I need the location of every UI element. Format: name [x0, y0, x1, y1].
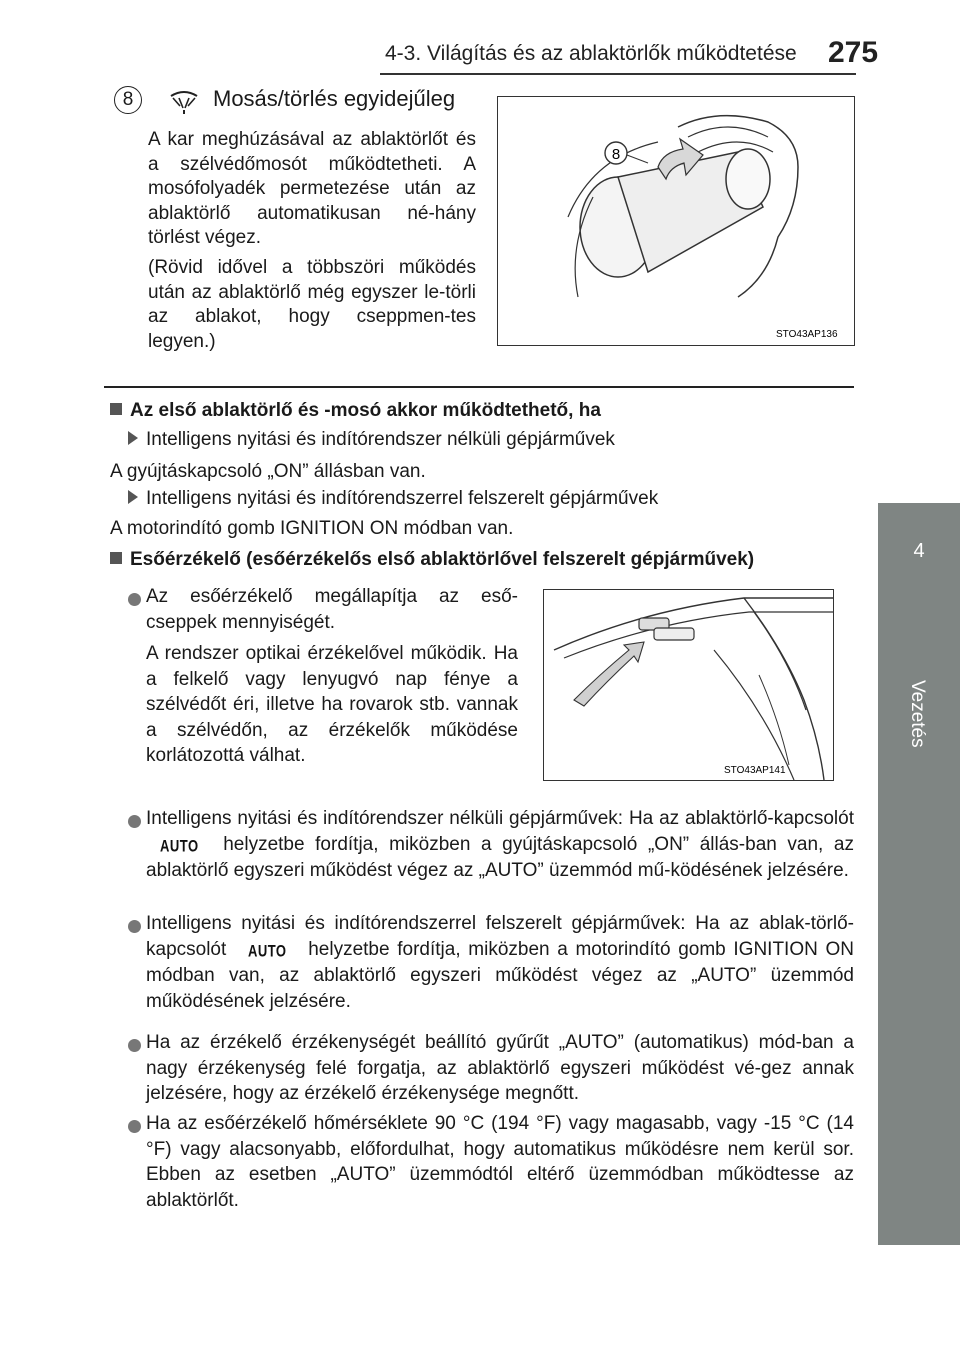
- round-bullet-icon: [128, 1039, 141, 1052]
- rain-sensor-heading: [110, 549, 754, 571]
- rain-sensor-heading-text: Esőérzékelő (esőérzékelős első ablaktörlővel felszerelt gépjárművek): [130, 549, 755, 570]
- header-title: 4-3. Világítás és az ablaktörlők működtetése: [385, 42, 797, 65]
- rain-sensor-intro-1: Az esőérzékelő megállapítja az eső-cseppek mennyiségét.: [146, 586, 518, 633]
- operation-item-2-text: A motorindító gomb IGNITION ON módban van.: [110, 518, 514, 539]
- round-bullet-icon: [128, 815, 141, 828]
- rain-sensor-bullet-1: [146, 806, 854, 884]
- operation-item-1-label-text: Intelligens nyitási és indítórendszer nélküli gépjárművek: [146, 429, 615, 450]
- rain-sensor-bullet-4: Ha az esőérzékelő hőmérséklete 90 °C (194 °F) vagy magasabb, vagy -15 °C (14 °F) vagy alacsonyabb, előfordulhat, hogy automatikus működésre nem kerül sor. Ebben az esetben „AUTO” üzemmódtól eltérő üzemmódban működtesse az ablaktörlőt.: [146, 1113, 854, 1211]
- header-rule: [380, 73, 856, 75]
- section-paragraph-1: A kar meghúzásával az ablaktörlőt és a szélvédőmosót működtetheti. A mosófolyadék permetezése után az ablaktörlő automatikusan né-hány törlést végez.: [148, 129, 476, 248]
- bullet-1-text-a: Intelligens nyitási és indítórendszer nélküli gépjárművek: Ha az ablaktörlő-kapcsolót: [146, 808, 854, 829]
- rain-sensor-figure: [543, 589, 834, 781]
- windshield-illustration: [544, 590, 833, 780]
- figure-code: STO43AP141: [724, 765, 786, 776]
- triangle-bullet-icon: [128, 431, 138, 445]
- section-number-badge: 8: [114, 86, 142, 114]
- auto-position-symbol: AUTO: [247, 940, 287, 960]
- figure-callout: 8: [611, 146, 621, 163]
- round-bullet-icon: [128, 593, 141, 606]
- square-bullet-icon: [110, 403, 122, 415]
- section-divider: [104, 386, 854, 388]
- page-number: 275: [828, 36, 879, 69]
- operation-heading: [110, 400, 601, 422]
- bullet-2-text-a: Intelligens nyitási és indítórendszerrel felszerelt gépjárművek: Ha az ablak-törlő-kapcsolót: [146, 913, 854, 960]
- operation-item-1-label: [128, 429, 615, 451]
- chapter-tab-label: Vezetés: [907, 680, 928, 748]
- operation-item-2-label: [128, 488, 658, 510]
- operation-item-2-label-text: Intelligens nyitási és indítórendszerrel felszerelt gépjárművek: [146, 488, 659, 509]
- chapter-tab: [878, 503, 960, 1245]
- chapter-tab-number: 4: [913, 540, 925, 562]
- auto-position-symbol: AUTO: [160, 835, 199, 855]
- bullet-1-text-b: helyzetbe fordítja, miközben a gyújtáskapcsoló „ON” állás-ban van, az ablaktörlő egyszeri működést végez az „AUTO” üzemmód mű-ködésének jelzésére.: [146, 833, 854, 881]
- bullet-2-text-b: helyzetbe fordítja, miközben a motorindító gomb IGNITION ON módban van, az ablaktörlő egyszeri működést végez az „AUTO” üzemmód működésének jelzésére.: [146, 938, 854, 1012]
- round-bullet-icon: [128, 1120, 141, 1133]
- square-bullet-icon: [110, 552, 122, 564]
- wiper-lever-figure: [497, 96, 855, 346]
- rain-sensor-bullet-2: [146, 911, 854, 1014]
- rain-sensor-bullet-3: Ha az érzékelő érzékenységét beállító gyűrűt „AUTO” (automatikus) mód-ban a nagy érzékenység felé forgatja, az ablaktörlő egyszeri működést vé-gez annak jelzésére, hogy az érzékelő érzékenysége megnőtt.: [146, 1032, 854, 1104]
- washer-wiper-icon: [168, 86, 200, 116]
- operation-item-1-text: A gyújtáskapcsoló „ON” állásban van.: [110, 461, 426, 482]
- round-bullet-icon: [128, 920, 141, 933]
- triangle-bullet-icon: [128, 490, 138, 504]
- section-paragraph-2: (Rövid idővel a többszöri működés után az ablaktörlő még egyszer le-törli az ablakot, hogy cseppmen-tes legyen.): [148, 257, 476, 352]
- operation-heading-text: Az első ablaktörlő és -mosó akkor működtethető, ha: [130, 400, 601, 421]
- rain-sensor-intro-2: A rendszer optikai érzékelővel működik. Ha a felkelő vagy lenyugvó nap fénye a szélvédőt éri, illetve ha rovarok stb. vannak a szélvédőn, az érzékelők működése korlátozottá válhat.: [146, 643, 518, 766]
- figure-code: STO43AP136: [776, 329, 838, 340]
- section-title: Mosás/törlés egyidejűleg: [213, 86, 456, 111]
- wiper-lever-illustration: [498, 97, 854, 345]
